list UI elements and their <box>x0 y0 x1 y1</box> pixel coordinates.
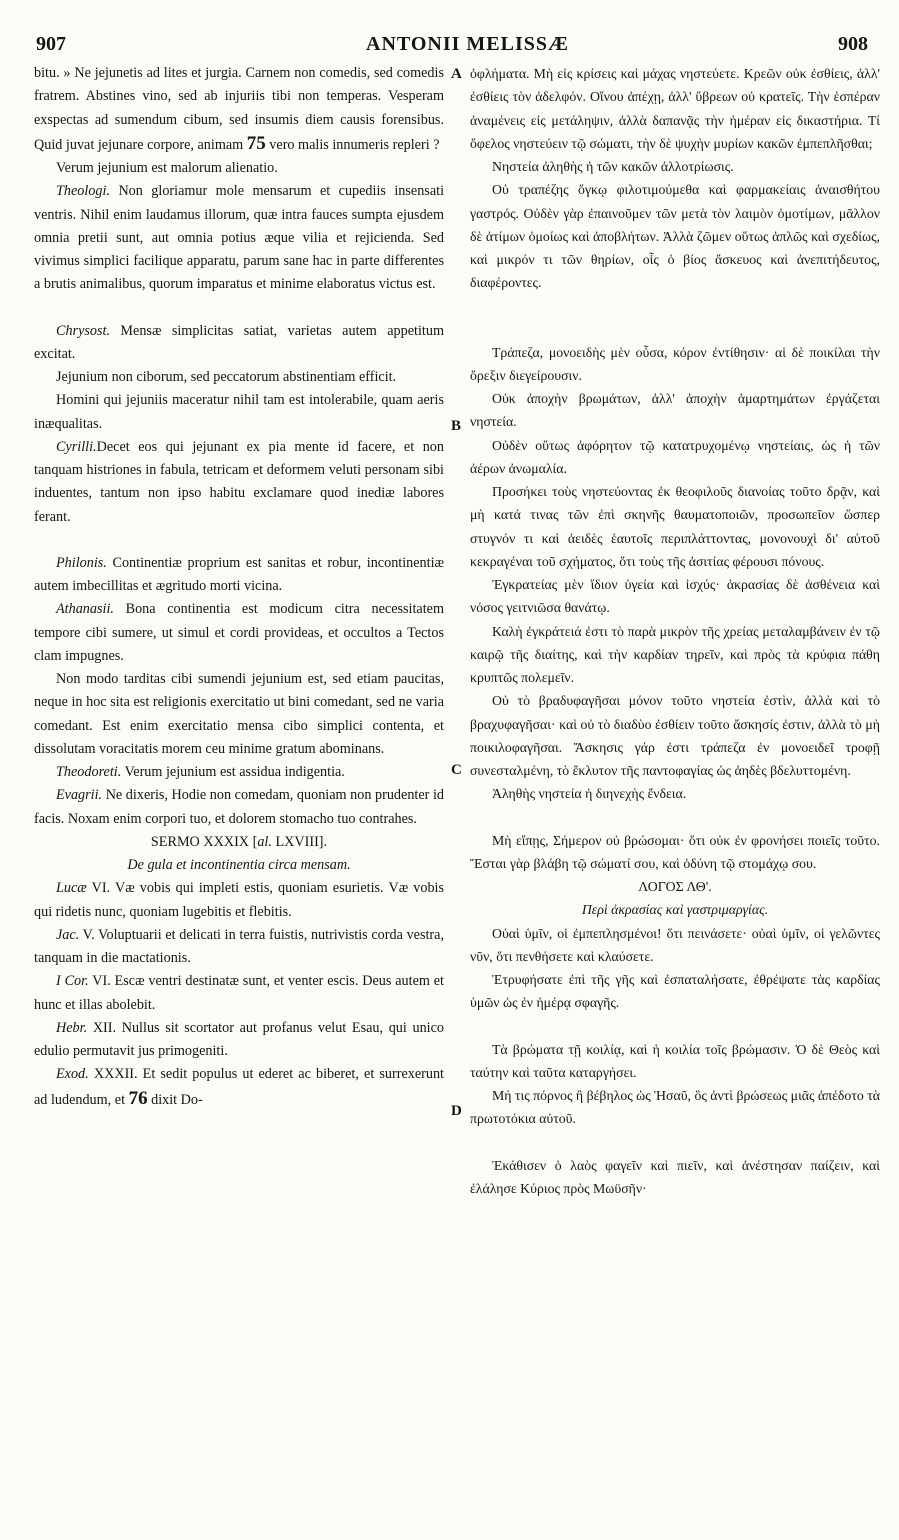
latin-paragraph: Non modo tarditas cibi sumendi jejunium est, sed etiam paucitas, neque in hoc sita est religionis exercitatio ut bini comedant, sed ne varia comedant. Est enim exercitatio mensa cibo simplici contenta, et dissolutam voracitatis morem ceu minime gratum abominans. <box>34 671 444 757</box>
greek-paragraph: Προσήκει τοὺς νηστεύοντας ἐκ θεοφιλοῦς διανοίας τοῦτο δρᾷν, καὶ μὴ κατά τινας τῶν ἐπὶ σκηνῆς θαυματοποιῶν, προσωπεῖον ὥσπερ στυγνόν τι καὶ ἀειδὲς ἑαυτοῖς περιπλάττοντας, μονονουχὶ δι' αὐτοῦ κεκραγέναι τοῦ σχήματος, ὅτι τοὺς τῆς ἀσιτίας φέρουσι πόνους. <box>470 484 880 569</box>
left-page-number: 907 <box>36 33 66 55</box>
greek-paragraph: Ἐγκρατείας μὲν ἴδιον ὑγεία καὶ ἰσχύς· ἀκρασίας δὲ ἀσθένεια καὶ νόσος γειτνιῶσα θανάτῳ. <box>470 577 880 616</box>
greek-paragraph: Οὐαὶ ὑμῖν, οἱ ἐμπεπλησμένοι! ὅτι πεινάσετε· οὐαὶ ὑμῖν, οἱ γελῶντες νῦν, ὅτι πενθήσετε καὶ κλαύσετε. <box>470 925 880 964</box>
section-marker-a: A <box>451 66 462 82</box>
greek-paragraph: Ἀληθὴς νηστεία ἡ διηνεχὴς ἔνδεια. <box>492 786 687 802</box>
greek-paragraph: ὀφλήματα. Μὴ εἰς κρίσεις καὶ μάχας νηστεύετε. Κρεῶν οὐκ ἐσθίεις, ἀλλ' ἐσθίεις τὸν ἀδελφόν. Οἴνου ἀπέχῃ, ἀλλ' ὕβρεων οὐ κρατεῖς. Τὴν ἑσπέραν ἀναμένεις εἰς μετάληψιν, ἀλλὰ δαπανᾷς τὴν ἡμέραν εἰς δικαστήρια. Τί ὄφελος νηστεύειν τῷ σώματι, τὴν δὲ ψυχὴν μυρίων κακῶν ἐμπεπλῆσθαι; <box>470 66 880 151</box>
latin-paragraph: I Cor. VI. Escæ ventri destinatæ sunt, et venter escis. Deus autem et hunc et illas abolebit. <box>34 973 444 1013</box>
greek-paragraph: Μὴ εἴπῃς, Σήμερον οὐ βρώσομαι· ὅτι οὐκ ἐν φρονήσει ποιεῖς τοῦτο. Ἔσται γὰρ βλάβη τῷ σώματί σου, καὶ ὀδύνη τῷ στομάχῳ σου. <box>470 832 880 871</box>
latin-paragraph: Evagrii. Ne dixeris, Hodie non comedam, quoniam non prudenter id facis. Noxam enim corpori tuo, et dolorem stomacho tuo contrahes. <box>34 787 444 827</box>
latin-paragraph: Cyrilli.Decet eos qui jejunant ex pia mente id facere, et non tanquam histriones in fabula, tetricam et deformem veluti personam sibi induentes, tantum non ipso habitu exclamare quod inediæ labores ferant. <box>34 438 444 525</box>
greek-paragraph: Οὐδὲν οὕτως ἀφόρητον τῷ κατατρυχομένῳ νηστείαις, ὡς ἡ τῶν ἀέρων ἀνωμαλία. <box>470 437 880 476</box>
sermon-heading: SERMO XXXIX [al. LXVIII]. <box>150 833 328 850</box>
running-title: ANTONII MELISSÆ <box>366 33 570 55</box>
column-number-76: 76 <box>128 1087 148 1109</box>
greek-paragraph: Ἐτρυφήσατε ἐπὶ τῆς γῆς καὶ ἐσπαταλήσατε, ἐθρέψατε τὰς καρδίας ὑμῶν ὡς ἐν ἡμέρᾳ σφαγῆς. <box>470 972 880 1011</box>
section-marker-b: B <box>451 418 462 434</box>
greek-paragraph: Καλὴ ἐγκράτειά ἐστι τὸ παρὰ μικρὸν τῆς χρείας μεταλαμβάνειν ἐν τῷ καιρῷ τῆς διαίτης, καὶ τὴν καρδίαν τηρεῖν, καὶ πρὸς τὰ κρύφια πάθη κρυπτῶς πολεμεῖν. <box>470 623 880 685</box>
latin-paragraph: Philonis. Continentiæ proprium est sanitas et robur, incontinentiæ autem imbecillitas et ægritudo morti vicina. <box>34 554 444 594</box>
latin-paragraph: Jac. V. Voluptuarii et delicati in terra fuistis, nutrivistis corda vestra, tanquam in die mactationis. <box>34 926 444 966</box>
greek-paragraph: Μή τις πόρνος ἢ βέβηλος ὡς Ἡσαῦ, ὃς ἀντὶ βρώσεως μιᾶς ἀπέδοτο τὰ πρωτοτόκια αὐτοῦ. <box>470 1088 880 1127</box>
latin-paragraph: Verum jejunium est malorum alienatio. <box>56 160 278 176</box>
greek-paragraph: Ἐκάθισεν ὁ λαὸς φαγεῖν καὶ πιεῖν, καὶ ἀνέστησαν παίζειν, καὶ ἐλάλησε Κύριος πρὸς Μωϋσῆν· <box>470 1157 880 1196</box>
sermon-heading-greek: ΛΟΓΟΣ ΛΘ'. <box>638 879 712 894</box>
greek-paragraph: Οὐ τὸ βραδυφαγῆσαι μόνον τοῦτο νηστεία ἐστὶν, ἀλλὰ καὶ τὸ βραχυφαγῆσαι· καὶ οὐ τὸ διαδὺο ἐσθίειν τοῦτο ἄσκησίς ἐστιν, ἀλλὰ τὸ μὴ ποικιλοφαγῆσαι. Ἄσκησις γάρ ἐστι τράπεζα ἐν μονοειδεῖ τροφῇ συνεσταλμένη, τὸ ἔκλυτον τῆς παντοφαγίας ὡς ἀηδὲς βδελυττομένη. <box>470 693 880 778</box>
latin-paragraph: Theodoreti. Verum jejunium est assidua indigentia. <box>56 764 345 780</box>
greek-paragraph: Τὰ βρώματα τῇ κοιλίᾳ, καὶ ἡ κοιλία τοῖς βρώμασιν. Ὁ δὲ Θεὸς καὶ ταύτην καὶ ταῦτα καταργήσει. <box>470 1041 880 1080</box>
latin-paragraph: bitu. » Ne jejunetis ad lites et jurgia. Carnem non comedis, sed comedis fratrem. Abstines vino, sed ab injuriis tibi non temperas. Vesperam exspectas ad sumendum cibum, sed insumis diem causis forensibus. Quid juvat jejunare corpore, animam 75 vero malis innumeris repleri ? <box>34 65 444 154</box>
latin-paragraph: Exod. XXXII. Et sedit populus ut ederet ac biberet, et surrexerunt ad ludendum, et 76 dixit Do- <box>34 1066 444 1109</box>
sermon-subtitle: De gula et incontinentia circa mensam. <box>127 857 351 873</box>
greek-paragraph: Νηστεία ἀληθὴς ἡ τῶν κακῶν ἀλλοτρίωσις. <box>492 159 734 174</box>
latin-paragraph: Theologi. Non gloriamur mole mensarum et cupediis insensati ventris. Nihil enim laudamus illorum, quæ intra fauces sumpta ejusdem omnia pretii sunt, aut omnia potius æque vilia et rejicienda. Sed vivimus simplici facilique apparatu, parum sane hac in parte differentes a brutis animalibus, quorum imparatus et minime elaboratus victus est. <box>34 183 445 293</box>
sermon-subtitle-greek: Περὶ ἀκρασίας καὶ γαστριμαργίας. <box>581 902 769 918</box>
greek-paragraph: Τράπεζα, μονοειδὴς μὲν οὖσα, κόρον ἐντίθησιν· αἱ δὲ ποικίλαι τὴν ὄρεξιν διεγείρουσιν. <box>470 344 880 383</box>
latin-paragraph: Homini qui jejuniis maceratur nihil tam est intolerabile, quam aeris inæqualitas. <box>34 392 444 432</box>
latin-paragraph: Jejunium non ciborum, sed peccatorum abstinentiam efficit. <box>56 369 397 385</box>
latin-paragraph: Athanasii. Bona continentia est modicum citra necessitatem tempore cibi sumere, ut simul et cordi provideas, et occultos a Tectos clam impugnes. <box>34 601 444 664</box>
column-number-75: 75 <box>246 132 266 154</box>
section-marker-d: D <box>451 1103 462 1119</box>
latin-paragraph: Hebr. XII. Nullus sit scortator aut profanus velut Esau, qui unico edulio permutavit jus primogeniti. <box>34 1019 444 1059</box>
page-header <box>0 0 899 62</box>
greek-column <box>470 62 880 1200</box>
latin-column <box>34 62 444 1112</box>
right-page-number: 908 <box>838 33 868 55</box>
greek-paragraph: Οὐκ ἀποχὴν βρωμάτων, ἀλλ' ἀποχὴν ἁμαρτημάτων ἐργάζεται νηστεία. <box>470 391 880 430</box>
section-marker-c: C <box>451 762 462 778</box>
latin-paragraph: Chrysost. Mensæ simplicitas satiat, varietas autem appetitum excitat. <box>34 322 444 362</box>
latin-paragraph: Lucæ VI. Væ vobis qui impleti estis, quoniam esurietis. Væ vobis qui ridetis nunc, quoniam lugebitis et flebitis. <box>34 880 445 920</box>
greek-paragraph: Οὐ τραπέζης ὄγκῳ φιλοτιμούμεθα καὶ φαρμακείαις ἀναισθήτου γαστρός. Οὐδὲν γὰρ ἐπαινοῦμεν τῶν μετὰ τὸν λαιμὸν ὁμοτίμων, μᾶλλον δὲ ἀτίμων ὁμοίως καὶ ἀποβλήτων. Ἀλλὰ ζῶμεν οὕτως ἁπλῶς καὶ σχεδίως, καὶ μικρόν τι τῶν θηρίων, οἷς ὁ βίος ἄσκευος καὶ ἀνεπιτήδευτος, διαφέροντες. <box>470 182 880 291</box>
